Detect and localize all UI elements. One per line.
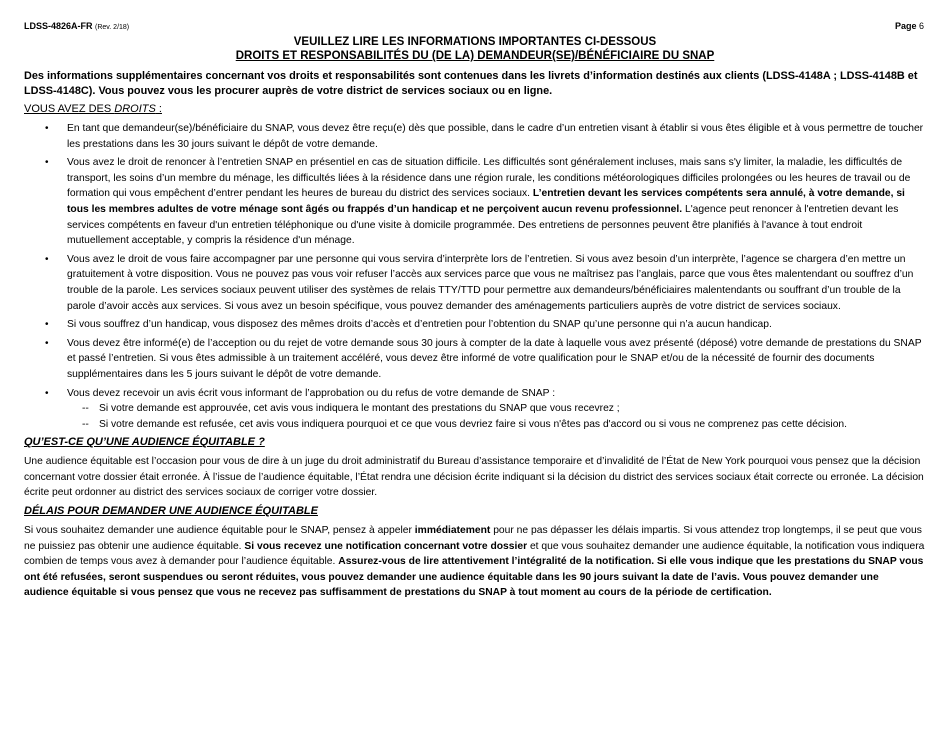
written-notice-sublist	[67, 401, 926, 432]
page-label: Page	[894, 21, 917, 31]
intro-paragraph: Des informations supplémentaires concernant vos droits et responsabilités sont contenues dans les livrets d’information destinés aux clients (LDSS-4148A ; LDSS-4148B et LDSS-4148C). Vous pouvez vous les procurer auprès de votre district de services sociaux ou en ligne.	[24, 70, 918, 97]
bullet-icon: •	[45, 337, 49, 349]
sub-item-text: Si votre demande est approuvée, cet avis vous indiquera le montant des prestations du SNAP que vous recevrez ;	[99, 403, 620, 415]
hearing-heading: QU’EST-CE QU’UNE AUDIENCE ÉQUITABLE ?	[24, 436, 265, 449]
rights-item-text: En tant que demandeur(se)/bénéficiaire du SNAP, vous devez être reçu(e) dès que possible, dans le cadre d’un entretien visant à établir si vous êtes éligible et à vous permettre de toucher les prestations dans les 30 jours suivant le dépôt de votre demande.	[67, 123, 924, 150]
bullet-icon: •	[45, 387, 49, 399]
rights-item-text: Vous devez recevoir un avis écrit vous informant de l’approbation ou du refus de votre demande de SNAP :	[67, 387, 556, 399]
deadlines-text: Si vous souhaitez demander une audience équitable pour le SNAP, pensez à appeler	[24, 525, 415, 537]
rights-item-bold-text: L’entretien devant les services compétents sera annulé, à votre demande, si tous les membres adultes de votre ménage sont âgés ou frappés d’un handicap et ne perçoivent aucun revenu professionnel.	[67, 188, 905, 215]
title-line-2: DROITS ET RESPONSABILITÉS DU (DE LA) DEMANDEUR(SE)/BÉNÉFICIAIRE DU SNAP	[235, 50, 715, 62]
deadlines-text: pour ne pas dépasser les délais impartis. Si vous attendez trop longtemps, il se peut que vous ne puissiez pas obtenir une audience équitable.	[24, 525, 922, 552]
page-header	[24, 21, 926, 35]
deadlines-text: et que vous souhaitez demander une audience équitable, la notification vous indiquera combien de temps vous avez à demander pour l’audience équitable.	[24, 540, 925, 568]
bullet-icon: •	[45, 319, 49, 331]
rights-item-text: Vous devez être informé(e) de l’acception ou du rejet de votre demande sous 30 jours à compter de la date à laquelle vous avez présenté (déposé) votre demande de prestations du SNAP et passé l’entretien. Si vous êtes admissible à un traitement accéléré, vous devez être informé de votre qualification pour le SNAP et/ou de la nécessité de fournir des documents supplémentaires dans les 5 jours suivant le dépôt de votre demande.	[67, 337, 922, 380]
dash-icon: --	[82, 418, 89, 430]
page-number	[895, 21, 924, 31]
rights-heading-prefix: VOUS AVEZ DES	[24, 103, 115, 115]
sub-item-refused	[82, 417, 926, 433]
sub-item-approved	[82, 401, 926, 417]
page-number-value: 6	[918, 21, 924, 31]
rights-item-notification	[24, 336, 926, 383]
deadlines-bold-text: Assurez-vous de lire attentivement l’intégralité de la notification. Si elle vous indique que les prestations du SNAP vous ont été refusées, seront suspendues ou seront réduites, vous pouvez demander une audience équitable dans les 90 jours suivant la date de l’avis. Vous pouvez demander une audience équitable si vous pensez que vous ne recevez pas suffisamment de prestations du SNAP à tout moment au cours de la période de certification.	[24, 556, 924, 599]
bullet-icon: •	[45, 157, 49, 169]
rights-item-waiver	[24, 155, 926, 249]
document-titles	[24, 35, 926, 63]
rights-item-text: Vous avez le droit de vous faire accompagner par une personne qui vous servira d’interprète lors de l’entretien. Si vous avez besoin d’un interprète, l’agence se chargera d’en mettre un gratuitement à votre disposition. Vous ne pouvez pas vous voir refuser l’accès aux services parce que vous ne maîtrisez pas l’anglais, parce que vous êtes malentendant ou souffrez d’un trouble de la parole. Les services sociaux peuvent utiliser des systèmes de relais TTY/TTD pour permettre aux demandeurs/bénéficiaires malentendants ou souffrant d’un trouble de la parole d’avoir accès aux services. Si vous avez un besoin spécifique, vous pouvez demander des aménagements particuliers auprès de votre district de services sociaux.	[67, 253, 914, 312]
document-page	[24, 21, 926, 601]
rights-item-disability	[24, 317, 926, 333]
deadlines-bold-text: Si vous recevez une notification concernant votre dossier	[244, 540, 528, 552]
form-number: LDSS-4826A-FR	[24, 21, 93, 31]
deadlines-bold-text: immédiatement	[414, 525, 491, 537]
hearing-paragraph: Une audience équitable est l’occasion pour vous de dire à un juge du droit administratif du Bureau d’assistance temporaire et d’invalidité de l’État de New York pourquoi vous pensez que la décision concernant votre dossier était erronée. À l’issue de l’audience équitable, l’État rendra une décision écrite indiquant si la décision du district des services sociaux était correcte ou erronée. La décision écrite peut ordonner au district des services sociaux de corriger votre dossier.	[24, 456, 924, 499]
rights-heading-italic: DROITS	[114, 103, 156, 115]
sub-item-text: Si votre demande est refusée, cet avis vous indiquera pourquoi et ce que vous devriez faire si vous n'êtes pas d'accord ou si vous ne comprenez pas cette décision.	[99, 418, 848, 430]
rights-item-text: L'agence peut renoncer à l'entretien devant les services compétents en faveur d'un entretien téléphonique ou d'une visite à domicile programmée. Des entretiens de personnes peuvent être planifiés à l'avance à tout endroit mutuellement acceptable, y compris la résidence d'un ménage.	[67, 203, 899, 247]
title-line-1: VEUILLEZ LIRE LES INFORMATIONS IMPORTANTES CI-DESSOUS	[293, 36, 657, 48]
bullet-icon: •	[45, 253, 49, 265]
rights-item-text: Vous avez le droit de renoncer à l’entretien SNAP en présentiel en cas de situation difficile. Les difficultés sont généralement incluses, mais sans s'y limiter, la maladie, les difficultés de transport, les soins d’un membre du ménage, les difficultés liées à la résidence dans une région rurale, les conditions météorologiques difficiles prolongées ou les heures de travail ou de formation qui vous empêchent d’entrer pendant les heures de bureau du district des services sociaux.	[67, 157, 911, 200]
form-id	[24, 21, 129, 31]
rights-item-text: Si vous souffrez d’un handicap, vous disposez des mêmes droits d’accès et d’entretien pour l’obtention du SNAP qu’une personne qui n’a aucun handicap.	[67, 319, 772, 331]
deadlines-paragraph	[24, 523, 926, 601]
rights-item-interpreter	[24, 252, 926, 314]
rights-heading-suffix: :	[155, 103, 162, 115]
rights-item-written-notice	[24, 386, 926, 433]
rights-item-interview	[24, 121, 926, 152]
form-revision: (Rev. 2/18)	[95, 24, 130, 31]
rights-list	[24, 121, 926, 432]
bullet-icon: •	[45, 123, 49, 134]
rights-heading	[24, 102, 926, 117]
dash-icon: --	[82, 403, 89, 415]
deadlines-heading: DÉLAIS POUR DEMANDER UNE AUDIENCE ÉQUITABLE	[24, 505, 318, 518]
